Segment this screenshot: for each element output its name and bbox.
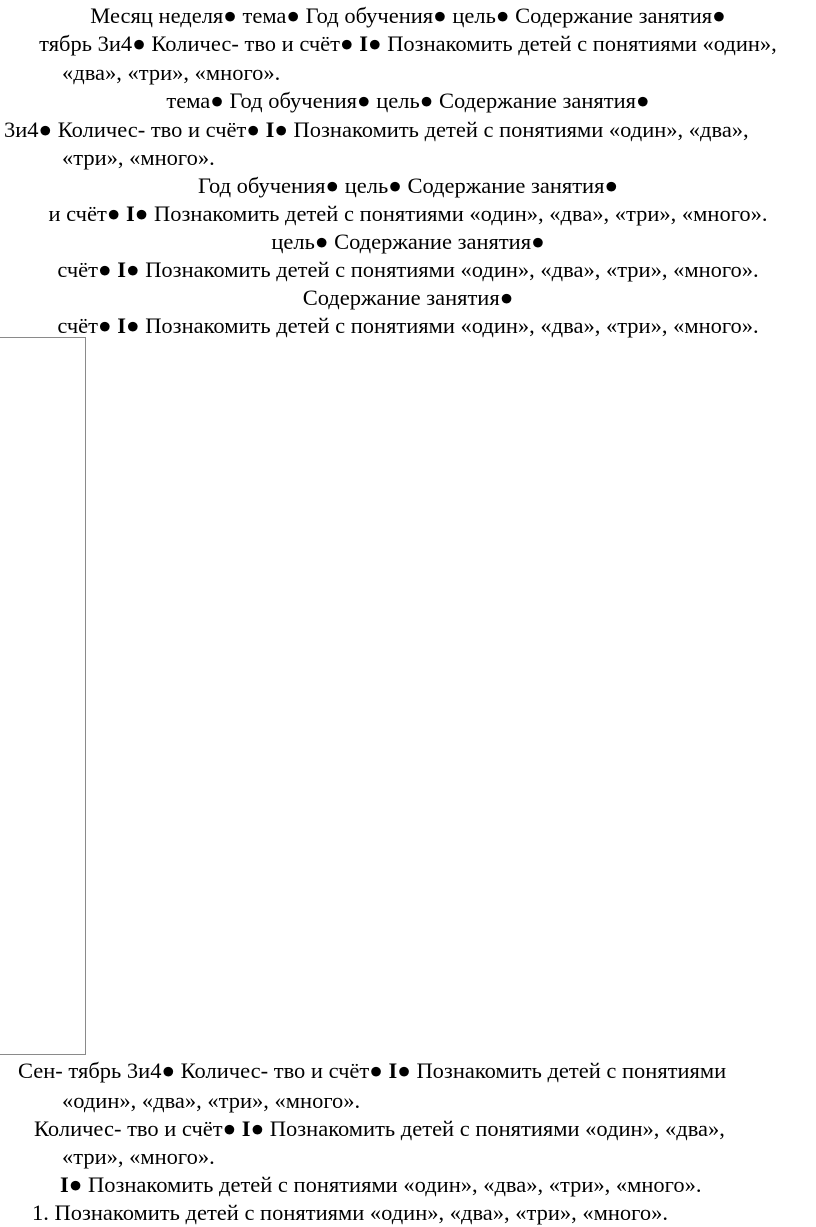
bullet-marker: ● I● bbox=[98, 257, 146, 282]
bullet-marker: ● I● bbox=[369, 1058, 417, 1083]
bullet-marker: ● bbox=[636, 88, 650, 113]
bullet-marker: ● I● bbox=[340, 31, 388, 56]
table-cell-frame bbox=[0, 337, 86, 1055]
bullet-marker: ● bbox=[531, 229, 545, 254]
text-run: Количес- тво и счёт bbox=[57, 117, 247, 142]
bullet-marker: ● I● bbox=[106, 201, 155, 226]
footer-line-4: «три», «много». bbox=[62, 1144, 215, 1169]
text-run: Количес- тво и счёт bbox=[151, 31, 340, 56]
text-run: тема bbox=[242, 3, 287, 28]
text-run: Содержание занятия bbox=[302, 285, 500, 310]
text-run: цель bbox=[452, 3, 496, 28]
text-run: Познакомить детей с понятиями «один», «два», «три», «много». bbox=[145, 313, 759, 338]
text-run: Количес- тво и счёт bbox=[34, 1116, 223, 1141]
footer-line-2: «один», «два», «три», «много». bbox=[62, 1088, 361, 1113]
header-line-12 bbox=[0, 312, 816, 340]
text-run: Количес- тво и счёт bbox=[180, 1058, 370, 1083]
bullet-marker: ● bbox=[495, 3, 516, 28]
bullet-marker: ● bbox=[357, 88, 377, 113]
header-line-10 bbox=[0, 256, 816, 284]
text-run: Год обучения bbox=[229, 88, 358, 113]
text-run: Год обучения bbox=[305, 3, 434, 28]
header-line-5 bbox=[4, 116, 814, 144]
bullet-marker: ● bbox=[499, 285, 514, 310]
header-line-3: «два», «три», «много». bbox=[62, 60, 281, 85]
footer-line-1 bbox=[18, 1057, 808, 1085]
text-run: цель bbox=[271, 229, 315, 254]
text-run: Год обучения bbox=[197, 173, 326, 198]
text-run: Сен- тябрь 3и4 bbox=[18, 1058, 162, 1083]
bullet-marker: ● bbox=[161, 1058, 181, 1083]
header-line-8 bbox=[0, 200, 816, 228]
text-run: счёт bbox=[57, 257, 98, 282]
text-run: Познакомить детей с понятиями «один», bbox=[387, 31, 777, 56]
text-run: Содержание занятия bbox=[439, 88, 637, 113]
bullet-marker: ● bbox=[433, 3, 453, 28]
text-run: Содержание занятия bbox=[515, 3, 713, 28]
bullet-marker: ● bbox=[286, 3, 306, 28]
header-line-4 bbox=[0, 87, 816, 115]
text-run: цель bbox=[376, 88, 420, 113]
header-line-9 bbox=[0, 228, 816, 256]
text-run: Месяц неделя bbox=[90, 3, 224, 28]
text-run: Содержание занятия bbox=[334, 229, 532, 254]
text-run: тема bbox=[166, 88, 211, 113]
header-line-6: «три», «много». bbox=[62, 145, 215, 170]
footer-list-item-1: 1. Познакомить детей с понятиями «один», «два», «три», «много». bbox=[32, 1200, 668, 1225]
text-run: Познакомить детей с понятиями «один», «два», bbox=[293, 117, 749, 142]
bullet-marker: ● bbox=[712, 3, 726, 28]
text-run: 3и4 bbox=[4, 117, 39, 142]
bullet-marker: ● bbox=[325, 173, 345, 198]
bullet-marker: ● I● bbox=[98, 313, 146, 338]
text-run: Познакомить детей с понятиями bbox=[416, 1058, 727, 1083]
header-line-1 bbox=[0, 2, 816, 30]
text-run: тябрь 3и4 bbox=[39, 31, 133, 56]
text-run: Познакомить детей с понятиями «один», «два», «три», «много». bbox=[145, 257, 759, 282]
bullet-marker: ● bbox=[132, 31, 152, 56]
footer-line-5 bbox=[60, 1171, 800, 1199]
bullet-marker: ● bbox=[419, 88, 439, 113]
bullet-marker: ● bbox=[223, 3, 243, 28]
text-run: счёт bbox=[57, 313, 98, 338]
text-run: Содержание занятия bbox=[407, 173, 605, 198]
bullet-marker: I● bbox=[60, 1172, 88, 1197]
bullet-marker: ● I● bbox=[222, 1116, 270, 1141]
text-run: цель bbox=[344, 173, 389, 198]
text-run: Познакомить детей с понятиями «один», «два», «три», «много». bbox=[87, 1172, 702, 1197]
bullet-marker: ● bbox=[604, 173, 619, 198]
bullet-marker: ● bbox=[388, 173, 408, 198]
text-run: Познакомить детей с понятиями «один», «два», bbox=[269, 1116, 725, 1141]
bullet-marker: ● bbox=[314, 229, 335, 254]
bullet-marker: ● bbox=[210, 88, 230, 113]
bullet-marker: ● bbox=[38, 117, 58, 142]
header-line-7 bbox=[0, 172, 816, 200]
header-line-11 bbox=[0, 284, 816, 312]
text-run: Познакомить детей с понятиями «один», «два», «три», «много». bbox=[154, 201, 768, 226]
footer-line-3 bbox=[34, 1115, 804, 1143]
text-run: и счёт bbox=[48, 201, 107, 226]
bullet-marker: ● I● bbox=[246, 117, 294, 142]
header-line-2 bbox=[0, 30, 816, 58]
